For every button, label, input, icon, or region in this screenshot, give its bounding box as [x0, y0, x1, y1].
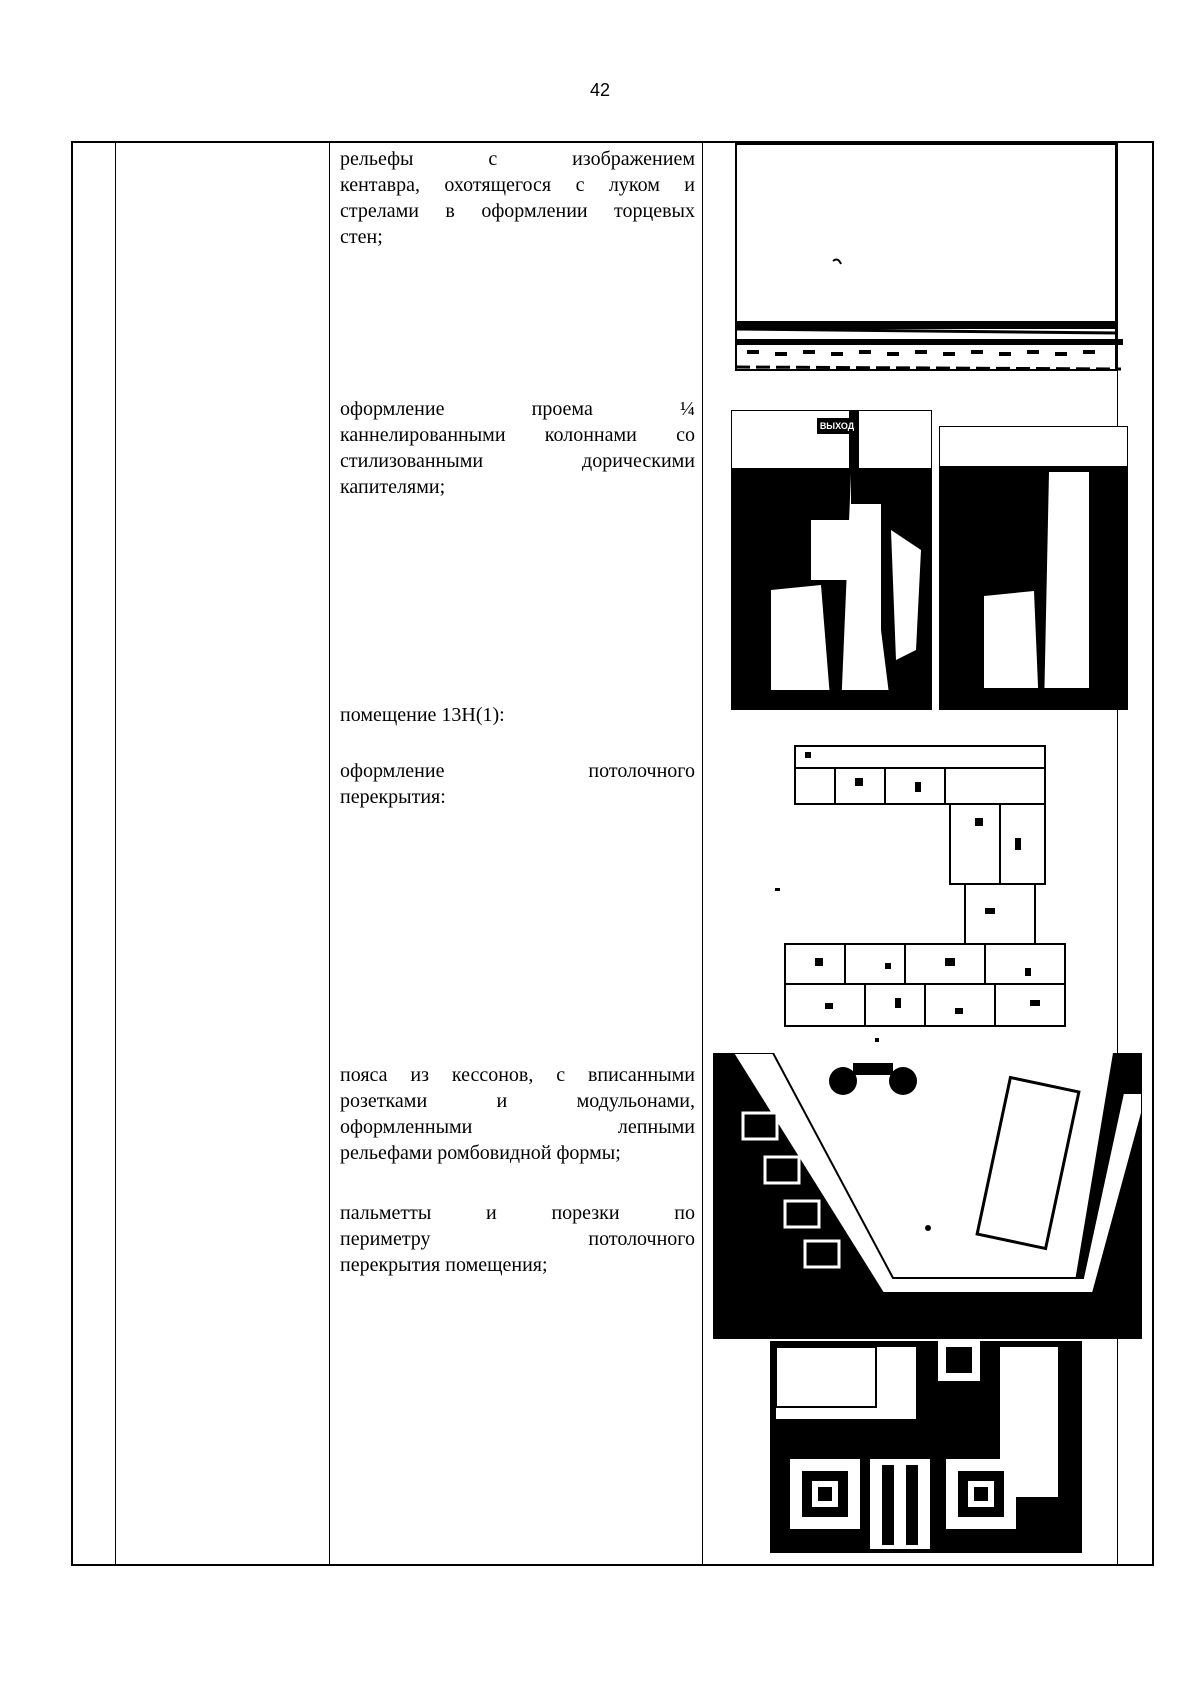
text-line: оформление потолочного — [340, 760, 695, 782]
text-line: оформленными лепными — [340, 1116, 695, 1138]
description-coffers — [340, 1062, 695, 1166]
description-centaur-reliefs — [340, 146, 695, 250]
text-line: пояса из кессонов, с вписанными — [340, 1064, 695, 1086]
text-line: пальметты и порезки по — [340, 1202, 695, 1224]
text-line: перекрытия помещения; — [340, 1254, 548, 1276]
room-heading — [340, 702, 695, 728]
doorway-columns-photo-right — [939, 426, 1128, 710]
floor-plan-image — [775, 738, 1075, 1048]
text-line: розетками и модульонами, — [340, 1090, 695, 1112]
text-line: оформление проема ¼ — [340, 398, 695, 420]
text-line: капителями; — [340, 476, 446, 498]
page-number: 42 — [589, 80, 611, 100]
column-divider — [702, 143, 703, 1564]
column-divider — [115, 143, 116, 1564]
doorway-columns-photo-left — [731, 410, 932, 710]
ceiling-corner-photo — [770, 1341, 1082, 1553]
text-line: помещение 13Н(1): — [340, 704, 505, 726]
column-divider — [329, 143, 330, 1564]
text-line: периметру потолочного — [340, 1228, 695, 1250]
text-line: стилизованными дорическими — [340, 450, 695, 472]
description-doorway-columns — [340, 396, 695, 500]
description-palmettes — [340, 1200, 695, 1278]
text-line: стен; — [340, 226, 383, 248]
wall-relief-photo — [735, 143, 1123, 375]
description-ceiling — [340, 758, 695, 810]
ceiling-coffers-photo — [713, 1053, 1142, 1339]
text-line: кентавра, охотящегося с луком и — [340, 174, 695, 196]
text-line: рельефами ромбовидной формы; — [340, 1142, 621, 1164]
text-line: каннелированными колоннами со — [340, 424, 695, 446]
text-line: рельефы с изображением — [340, 148, 695, 170]
exit-sign: ВЫХОД — [817, 418, 857, 434]
text-line: стрелами в оформлении торцевых — [340, 200, 695, 222]
text-line: перекрытия: — [340, 786, 446, 808]
